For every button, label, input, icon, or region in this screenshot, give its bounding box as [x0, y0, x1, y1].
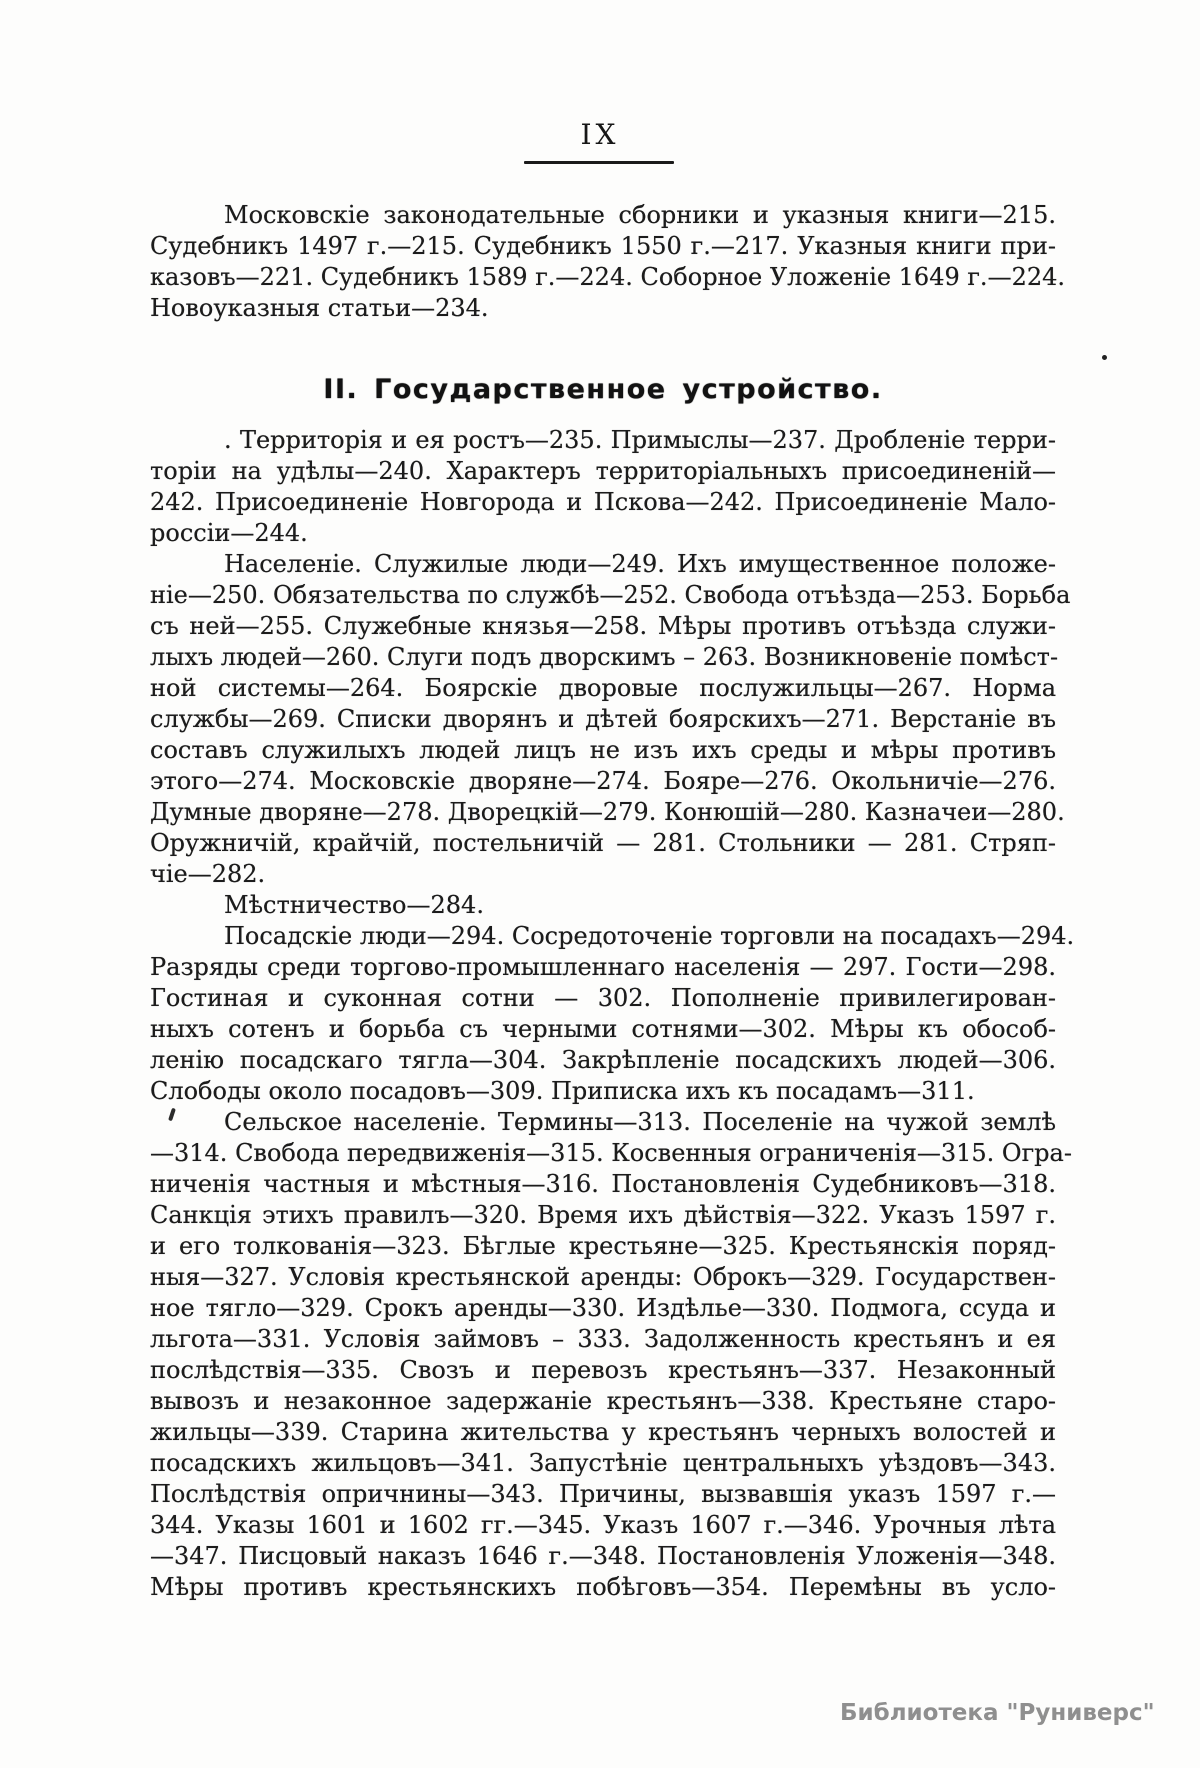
text-line: Разряды среди торгово-промышленнаго населенія — 297. Гости—298. [150, 953, 1056, 981]
text-line: Слободы около посадовъ—309. Приписка ихъ къ посадамъ—311. [150, 1077, 975, 1105]
text-line: службы—269. Списки дворянъ и дѣтей боярскихъ—271. Верстаніе въ [150, 705, 1056, 733]
text-line: 344. Указы 1601 и 1602 гг.—345. Указъ 1607 г.—346. Урочныя лѣта [150, 1511, 1056, 1539]
text-line: ніе—250. Обязательства по службѣ—252. Свобода отъѣзда—253. Борьба [150, 581, 1071, 609]
text-line: лыхъ людей—260. Слуги подъ дворскимъ – 263. Возникновеніе помѣст- [150, 643, 1059, 671]
text-line: Населеніе. Служилые люди—249. Ихъ имущественное положе- [224, 550, 1056, 578]
text-line: съ ней—255. Служебные князья—258. Мѣры противъ отъѣзда служи- [150, 612, 1056, 640]
paragraph [150, 890, 1056, 921]
paragraph [150, 921, 1075, 1107]
ink-speck [1102, 355, 1107, 360]
text-line: льгота—331. Условія займовъ – 333. Задолженность крестьянъ и ея [150, 1325, 1056, 1353]
text-line: Новоуказныя статьи—234. [150, 294, 489, 322]
text-line: Думные дворяне—278. Дворецкій—279. Конюшій—280. Казначеи—280. [150, 798, 1065, 826]
text-line: торіи на удѣлы—240. Характеръ территоріальныхъ присоединеній— [150, 457, 1056, 485]
text-line: Оружничій, крайчій, постельничій — 281. Стольники — 281. Стряп- [150, 829, 1056, 857]
text-line: Послѣдствія опричнины—343. Причины, вызвавшія указъ 1597 г.— [150, 1480, 1056, 1508]
text-line: 242. Присоединеніе Новгорода и Пскова—242. Присоединеніе Мало- [150, 488, 1056, 516]
text-line: ное тягло—329. Срокъ аренды—330. Издѣлье—330. Подмога, ссуда и [150, 1294, 1056, 1322]
library-watermark: Библиотека "Руниверс" [840, 1700, 1155, 1726]
text-line: и его толкованія—323. Бѣглые крестьяне—325. Крестьянскія поряд- [150, 1232, 1056, 1260]
text-line: Мѣстничество—284. [224, 891, 484, 919]
text-line: ныхъ сотенъ и борьба съ черными сотнями—302. Мѣры къ обособ- [150, 1015, 1056, 1043]
text-line: ниченія частныя и мѣстныя—316. Постановленія Судебниковъ—318. [150, 1170, 1056, 1198]
text-line: Санкція этихъ правилъ—320. Время ихъ дѣйствія—322. Указъ 1597 г. [150, 1201, 1056, 1229]
text-line: —347. Писцовый наказъ 1646 г.—348. Постановленія Уложенія—348. [150, 1542, 1056, 1570]
text-line: ной системы—264. Боярскіе дворовые послужильцы—267. Норма [150, 674, 1056, 702]
text-line: ленію посадскаго тягла—304. Закрѣпленіе посадскихъ людей—306. [150, 1046, 1056, 1074]
paragraph [150, 1107, 1072, 1603]
text-line: Судебникъ 1497 г.—215. Судебникъ 1550 г.—217. Указныя книги при- [150, 232, 1056, 260]
text-line: . Территорія и ея ростъ—235. Примыслы—237. Дробленіе терри- [224, 426, 1056, 454]
text-line: казовъ—221. Судебникъ 1589 г.—224. Соборное Уложеніе 1649 г.—224. [150, 263, 1065, 291]
text-body [150, 200, 1075, 1603]
paragraph [150, 200, 1065, 324]
text-line: вывозъ и незаконное задержаніе крестьянъ—338. Крестьяне старо- [150, 1387, 1056, 1415]
paragraph [150, 549, 1071, 890]
text-line: россіи—244. [150, 519, 308, 547]
text-line: посадскихъ жильцовъ—341. Запустѣніе центральныхъ уѣздовъ—343. [150, 1449, 1056, 1477]
text-line: Сельское населеніе. Термины—313. Поселеніе на чужой землѣ [224, 1108, 1056, 1136]
text-line: Мѣры противъ крестьянскихъ побѣговъ—354. Перемѣны въ усло- [150, 1573, 1056, 1601]
text-line: жильцы—339. Старина жительства у крестьянъ черныхъ волостей и [150, 1418, 1056, 1446]
text-line: Московскіе законодательные сборники и указныя книги—215. [224, 201, 1056, 229]
text-line: Посадскіе люди—294. Сосредоточеніе торговли на посадахъ—294. [224, 922, 1075, 950]
text-line: Гостиная и суконная сотни — 302. Пополненіе привилегирован- [150, 984, 1056, 1012]
page-number-rule [524, 161, 674, 164]
text-line: этого—274. Московскіе дворяне—274. Бояре—276. Окольничіе—276. [150, 767, 1056, 795]
paragraph [150, 425, 1056, 549]
page-number: IX [580, 118, 620, 151]
text-line: —314. Свобода передвиженія—315. Косвенныя ограниченія—315. Огра- [150, 1139, 1072, 1167]
text-line: послѣдствія—335. Свозъ и перевозъ крестьянъ—337. Незаконный [150, 1356, 1056, 1384]
section-heading: II. Государственное устройство. [323, 374, 883, 405]
text-line: ныя—327. Условія крестьянской аренды: Оброкъ—329. Государствен- [150, 1263, 1056, 1291]
text-line: составъ служилыхъ людей лицъ не изъ ихъ среды и мѣры противъ [150, 736, 1056, 764]
text-line: чіе—282. [150, 860, 266, 888]
